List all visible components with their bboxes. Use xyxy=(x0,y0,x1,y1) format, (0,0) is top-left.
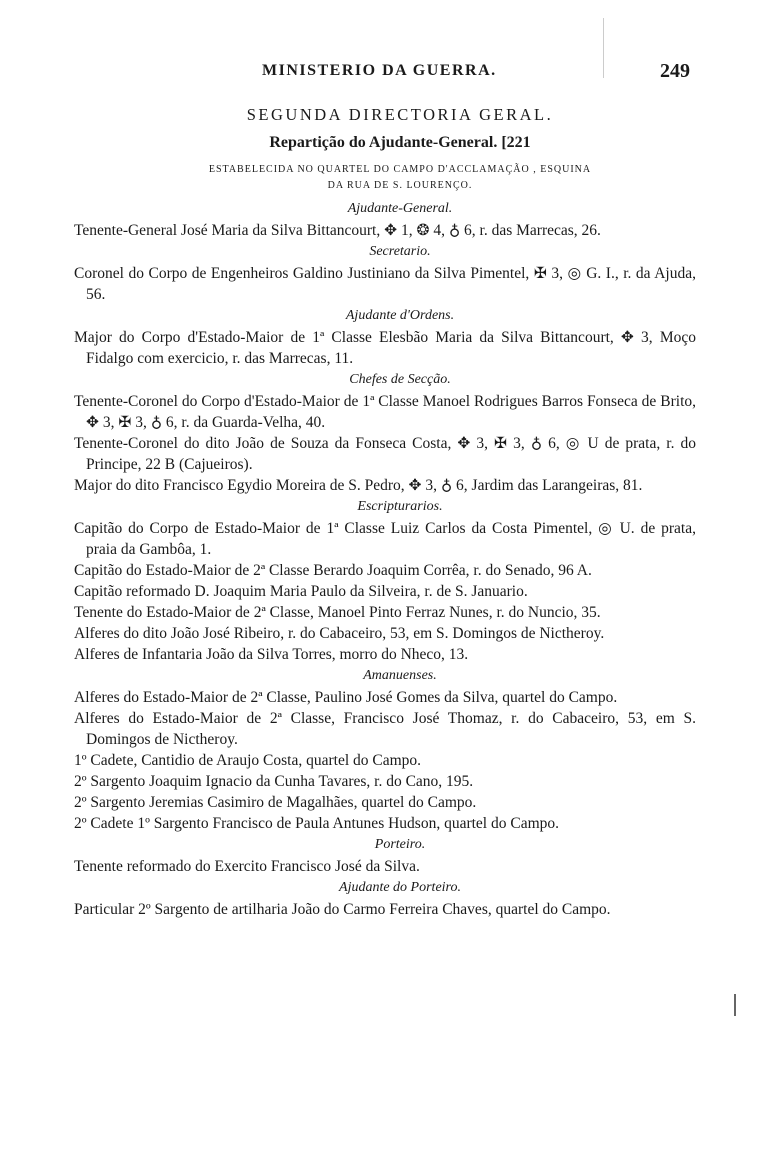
staff-entry: Major do dito Francisco Egydio Moreira de S. Pedro, ✥ 3, ♁ 6, Jardim das Larangeiras, 81. xyxy=(74,477,643,494)
staff-entry: Coronel do Corpo de Engenheiros Galdino Justiniano da Silva Pimentel, ✠ 3, ◎ G. I., r. da Ajuda, 56. xyxy=(74,265,696,303)
staff-entry: Capitão do Corpo de Estado-Maior de 1ª Classe Luiz Carlos da Costa Pimentel, ◎ U. de prata, praia da Gambôa, 1. xyxy=(74,520,696,558)
staff-entry: Tenente do Estado-Maior de 2ª Classe, Manoel Pinto Ferraz Nunes, r. do Nuncio, 35. xyxy=(74,604,601,621)
staff-entry: 2º Cadete 1º Sargento Francisco de Paula Antunes Hudson, quartel do Campo. xyxy=(74,815,560,832)
staff-entry: Capitão do Estado-Maior de 2ª Classe Berardo Joaquim Corrêa, r. do Senado, 96 A. xyxy=(74,562,592,579)
staff-entry: Alferes do Estado-Maior de 2ª Classe, Francisco José Thomaz, r. do Cabaceiro, 53, em S. Domingos de Nictheroy. xyxy=(74,710,696,748)
establishment-line: ESTABELECIDA NO QUARTEL DO CAMPO D'ACCLAMAÇÃO , ESQUINA xyxy=(208,164,592,175)
directorate-title: SEGUNDA DIRECTORIA GERAL. xyxy=(246,105,554,124)
page-number: 249 xyxy=(660,60,690,82)
staff-entry: 2º Sargento Joaquim Ignacio da Cunha Tavares, r. do Cano, 195. xyxy=(74,773,474,790)
staff-entry: Tenente reformado do Exercito Francisco José da Silva. xyxy=(74,858,420,875)
section-heading: Secretario. xyxy=(369,244,431,259)
running-head xyxy=(0,58,768,86)
staff-entry: Tenente-Coronel do dito João de Souza da Fonseca Costa, ✥ 3, ✠ 3, ♁ 6, ◎ U de prata, r. do Principe, 22 B (Cajueiros). xyxy=(74,435,696,473)
section-heading: Amanuenses. xyxy=(363,668,437,683)
section-heading: Chefes de Secção. xyxy=(349,372,451,387)
staff-entry: 2º Sargento Jeremias Casimiro de Magalhães, quartel do Campo. xyxy=(74,794,477,811)
staff-entry: Capitão reformado D. Joaquim Maria Paulo da Silveira, r. de S. Januario. xyxy=(74,583,528,600)
staff-entry: Tenente-Coronel do Corpo d'Estado-Maior de 1ª Classe Manoel Rodrigues Barros Fonseca de Brito, ✥ 3, ✠ 3, ♁ 6, r. da Guarda-Velha, 40. xyxy=(74,393,696,431)
staff-entry: 1º Cadete, Cantidio de Araujo Costa, quartel do Campo. xyxy=(74,752,422,769)
repartition-title: Repartição do Ajudante-General. [221 xyxy=(269,134,531,151)
section-heading: Escripturarios. xyxy=(357,499,443,514)
establishment-line: DA RUA DE S. LOURENÇO. xyxy=(327,180,473,191)
staff-entry: Major do Corpo d'Estado-Maior de 1ª Classe Elesbão Maria da Silva Bittancourt, ✥ 3, Moço Fidalgo com exercicio, r. das Marrecas, 11. xyxy=(74,329,696,367)
main-content xyxy=(74,104,696,920)
section-heading: Ajudante do Porteiro. xyxy=(339,880,461,895)
section-heading: Ajudante-General. xyxy=(347,201,453,216)
staff-entry: Particular 2º Sargento de artilharia João do Carmo Ferreira Chaves, quartel do Campo. xyxy=(74,901,611,918)
section-heading: Ajudante d'Ordens. xyxy=(345,308,455,323)
staff-entry: Tenente-General José Maria da Silva Bittancourt, ✥ 1, ❂ 4, ♁ 6, r. das Marrecas, 26. xyxy=(74,222,601,239)
staff-entry: Alferes do dito João José Ribeiro, r. do Cabaceiro, 53, em S. Domingos de Nictheroy. xyxy=(74,625,605,642)
section-heading: Porteiro. xyxy=(374,837,426,852)
scan-mark xyxy=(603,18,604,78)
scan-mark xyxy=(734,994,736,1016)
staff-entry: Alferes de Infantaria João da Silva Torres, morro do Nheco, 13. xyxy=(74,646,469,663)
staff-entry: Alferes do Estado-Maior de 2ª Classe, Paulino José Gomes da Silva, quartel do Campo. xyxy=(74,689,618,706)
running-head-title: MINISTERIO DA GUERRA. xyxy=(262,62,497,79)
